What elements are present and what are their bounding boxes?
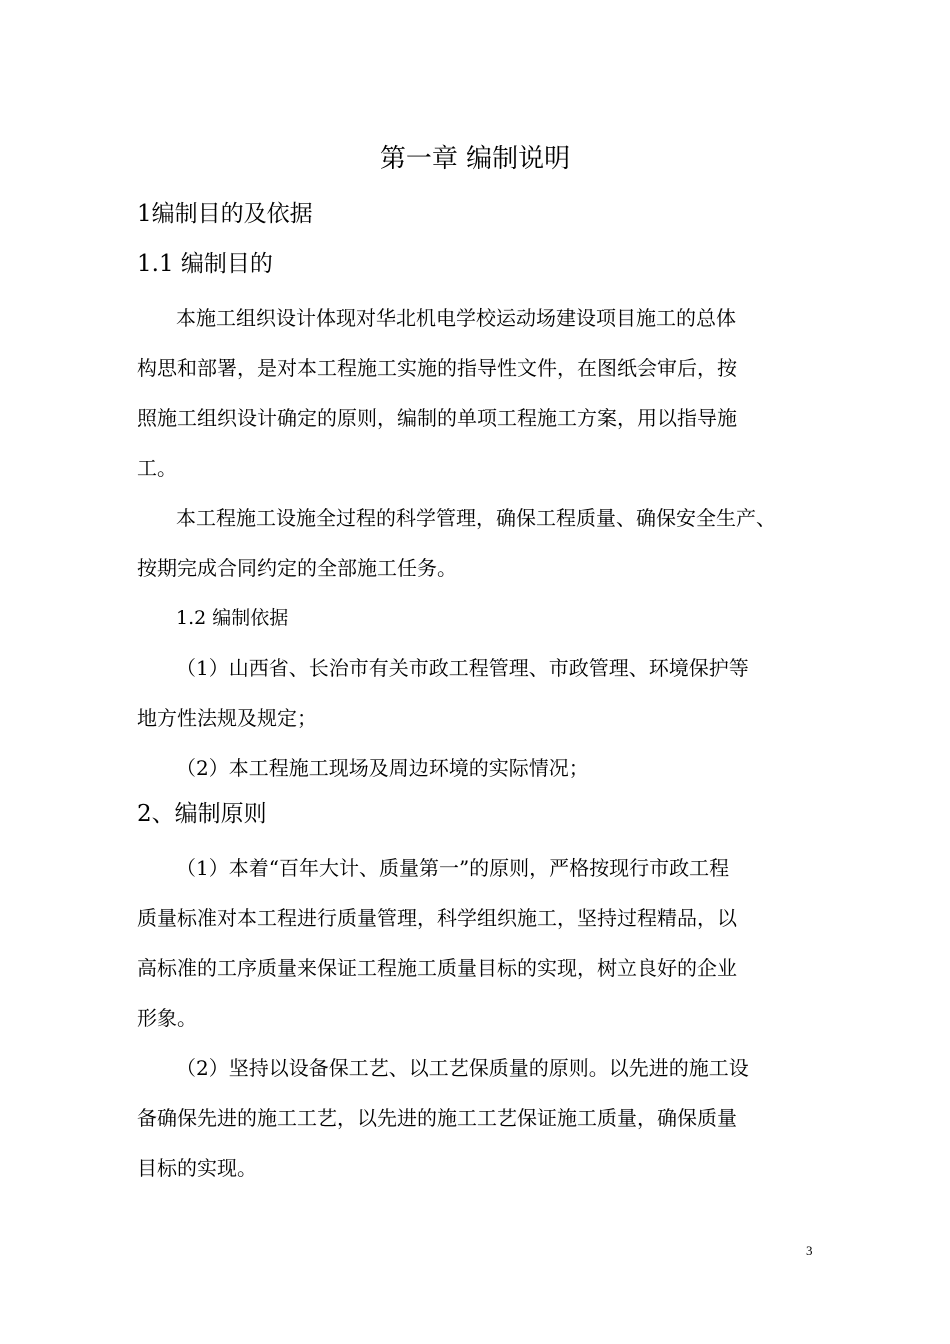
paragraph-line: 本工程施工设施全过程的科学管理，确保工程质量、确保安全生产、 <box>176 506 776 530</box>
paragraph-line: 构思和部署，是对本工程施工实施的指导性文件，在图纸会审后，按 <box>137 356 737 380</box>
paragraph-line: 质量标准对本工程进行质量管理，科学组织施工，坚持过程精品，以 <box>137 906 737 930</box>
paragraph-line: 工。 <box>137 456 177 480</box>
paragraph-line: 本施工组织设计体现对华北机电学校运动场建设项目施工的总体 <box>176 306 736 330</box>
section-1-1-heading: 1.1 编制目的 <box>137 251 273 277</box>
chapter-title: 第一章 编制说明 <box>379 144 571 174</box>
paragraph-line: 地方性法规及规定； <box>137 706 317 730</box>
section-2-heading: 2、编制原则 <box>137 801 267 827</box>
paragraph-line: 高标准的工序质量来保证工程施工质量目标的实现，树立良好的企业 <box>137 956 737 980</box>
page-number: 3 <box>806 1243 813 1258</box>
paragraph-line: 按期完成合同约定的全部施工任务。 <box>137 556 457 580</box>
paragraph-line: 备确保先进的施工工艺，以先进的施工工艺保证施工质量，确保质量 <box>137 1106 737 1130</box>
paragraph-line: （1）本着“百年大计、质量第一”的原则，严格按现行市政工程 <box>176 856 730 880</box>
paragraph-line: （1）山西省、长治市有关市政工程管理、市政管理、环境保护等 <box>176 656 749 680</box>
section-1-heading: 1编制目的及依据 <box>137 201 313 227</box>
paragraph-line: 照施工组织设计确定的原则，编制的单项工程施工方案，用以指导施 <box>137 406 737 430</box>
paragraph-line: 目标的实现。 <box>137 1156 257 1180</box>
paragraph-line: （2）坚持以设备保工艺、以工艺保质量的原则。以先进的施工设 <box>176 1056 749 1080</box>
section-1-2-heading: 1.2 编制依据 <box>176 607 289 629</box>
paragraph-line: （2）本工程施工现场及周边环境的实际情况； <box>176 756 589 780</box>
paragraph-line: 形象。 <box>137 1006 197 1030</box>
